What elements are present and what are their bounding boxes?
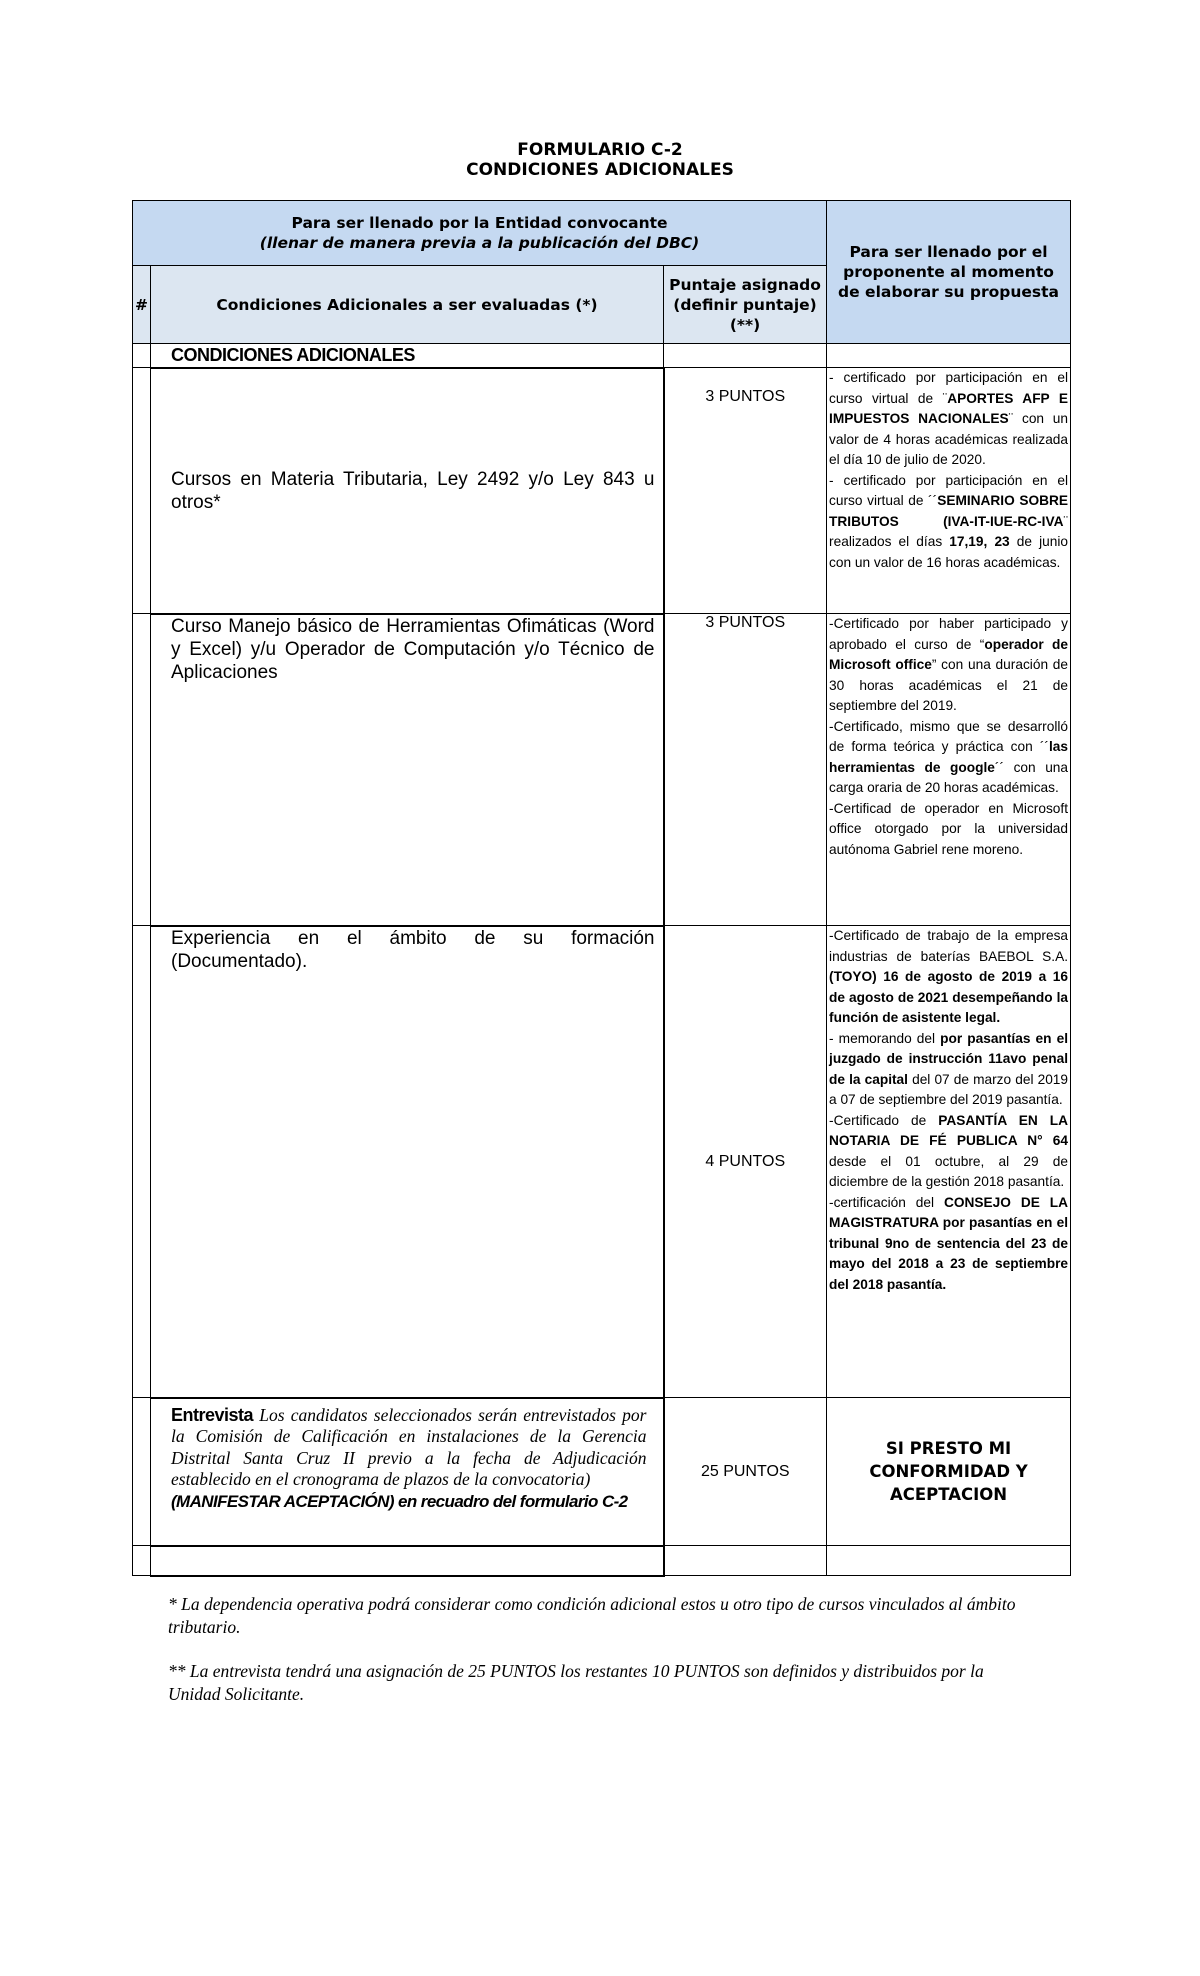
condition-points: 4 PUNTOS bbox=[664, 926, 827, 1398]
proposed-text-run: ¨ realizados el días bbox=[829, 513, 1069, 549]
condition-points: 3 PUNTOS bbox=[664, 614, 827, 926]
form-title: FORMULARIO C-2 bbox=[517, 140, 683, 160]
proposed-text-run: -certificación del bbox=[829, 1194, 944, 1210]
condition-row bbox=[133, 926, 1071, 1398]
interview-text bbox=[151, 1398, 664, 1546]
col-num-header: # bbox=[133, 266, 151, 344]
proposed-text-run: - certificado por participación en el curso virtual de ´´ bbox=[829, 472, 1069, 508]
proposed-text-run: del 07 de marzo del 2019 a 07 de septiembre del 2019 pasantía. bbox=[829, 1071, 1069, 1107]
proposed-text-run: SEMINARIO SOBRE TRIBUTOS (IVA-IT-IUE-RC-IVA bbox=[829, 493, 1069, 529]
empty-row bbox=[133, 1546, 1071, 1576]
proposed-text-run: por pasantías en el juzgado de instrucción 11avo penal de la capital bbox=[829, 1030, 1069, 1087]
proposed-text-run: desde el 01 octubre, al 29 de diciembre de la gestión 2018 pasantía. bbox=[829, 1153, 1069, 1189]
interview-proposed: SI PRESTO MI CONFORMIDAD Y ACEPTACION bbox=[827, 1398, 1071, 1546]
proposed-text-run: - memorando del bbox=[829, 1030, 941, 1046]
interview-label: Entrevista bbox=[171, 1404, 254, 1425]
proposed-text-run: 17,19, 23 bbox=[949, 534, 1010, 549]
interview-points: 25 PUNTOS bbox=[664, 1398, 827, 1546]
conditions-table bbox=[132, 200, 1071, 1577]
proposed-text-run: ” con una duración de 30 horas académicas el 21 de septiembre del 2019. bbox=[829, 657, 1069, 713]
condition-text: Cursos en Materia Tributaria, Ley 2492 y/o Ley 843 u otros* bbox=[151, 368, 664, 614]
header-row-top bbox=[133, 201, 1071, 266]
proposed-text-run: APORTES AFP E IMPUESTOS NACIONALES bbox=[829, 390, 1069, 426]
proposed-text-run: -Certificado de bbox=[829, 1112, 939, 1128]
proposed-text-run: ¨ con un valor de 4 horas académicas realizada el día 10 de julio de 2020. bbox=[829, 411, 1069, 467]
form-subtitle: CONDICIONES ADICIONALES bbox=[466, 160, 734, 180]
section-row bbox=[133, 344, 1071, 368]
proposed-text-run: operador de Microsoft office bbox=[829, 636, 1069, 672]
proposed-text-run: las herramientas de google bbox=[829, 739, 1069, 775]
entity-header bbox=[133, 201, 827, 266]
proposed-text-run: PASANTÍA EN LA NOTARIA DE FÉ PUBLICA N° 64 bbox=[829, 1112, 1069, 1148]
entity-header-line1: Para ser llenado por la Entidad convocante bbox=[291, 214, 668, 232]
footnote-2: ** La entrevista tendrá una asignación de 25 PUNTOS los restantes 10 PUNTOS son definidos y distribuidos por la Unidad Solicitante. bbox=[168, 1661, 984, 1704]
proposed-text-run: - certificado por participación en el curso virtual de ¨ bbox=[829, 370, 1069, 406]
condition-text: Curso Manejo básico de Herramientas Ofimáticas (Word y Excel) y/u Operador de Computación y/o Técnico de Aplicaciones bbox=[151, 614, 664, 926]
col-conditions-header: Condiciones Adicionales a ser evaluadas (*) bbox=[151, 266, 664, 344]
proponent-header: Para ser llenado por el proponente al momento de elaborar su propuesta bbox=[827, 201, 1071, 344]
proposed-text-run: -Certificad de operador en Microsoft office otorgado por la universidad autónoma Gabriel rene moreno. bbox=[829, 800, 1069, 857]
proposed-text-run: -Certificado por haber participado y aprobado el curso de “ bbox=[829, 616, 1069, 652]
section-title: CONDICIONES ADICIONALES bbox=[151, 344, 664, 368]
proposed-text-run: -Certificado, mismo que se desarrolló de forma teórica y práctica con ´´ bbox=[829, 718, 1069, 754]
interview-row bbox=[133, 1398, 1071, 1546]
condition-points: 3 PUNTOS bbox=[664, 368, 827, 614]
interview-acceptance: (MANIFESTAR ACEPTACIÓN) en recuadro del formulario C-2 bbox=[171, 1491, 628, 1511]
condition-text: Experiencia en el ámbito de su formación (Documentado). bbox=[151, 926, 664, 1398]
condition-row bbox=[133, 614, 1071, 926]
col-points-header: Puntaje asignado (definir puntaje) (**) bbox=[664, 266, 827, 344]
proposed-text-run: (TOYO) 16 de agosto de 2019 a 16 de agosto de 2021 desempeñando la función de asistente legal. bbox=[829, 969, 1069, 1025]
proposed-conditions bbox=[827, 926, 1071, 1398]
footnote-1: * La dependencia operativa podrá considerar como condición adicional estos u otro tipo de cursos vinculados al ámbito tributario. bbox=[168, 1594, 1016, 1637]
proposed-conditions bbox=[827, 614, 1071, 926]
proposed-text-run: -Certificado de trabajo de la empresa industrias de baterías BAEBOL S.A. bbox=[829, 928, 1069, 964]
proposed-text-run: ´´ con una carga oraria de 20 horas académicas. bbox=[829, 759, 1069, 795]
interview-description: Los candidatos seleccionados serán entrevistados por la Comisión de Calificación en instalaciones de la Gerencia Distrital Santa Cruz II previo a la fecha de Adjudicación establecido en el cronograma de plazos de la convocatoria) bbox=[171, 1404, 647, 1489]
condition-row bbox=[133, 368, 1071, 614]
proposed-conditions bbox=[827, 368, 1071, 614]
proposed-text-run: CONSEJO DE LA MAGISTRATURA por pasantías en el tribunal 9no de sentencia del 23 de mayo del 2018 a 23 de septiembre del 2018 pasantía. bbox=[829, 1194, 1069, 1292]
proposed-text-run: de junio con un valor de 16 horas académicas. bbox=[829, 534, 1069, 570]
entity-header-line2: (llenar de manera previa a la publicación del DBC) bbox=[259, 234, 700, 252]
